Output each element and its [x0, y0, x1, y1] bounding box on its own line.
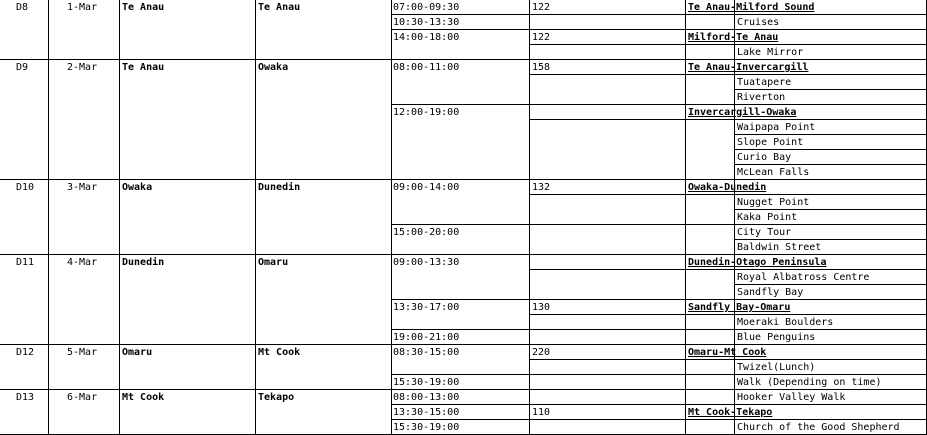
- time-slot: 09:00-14:00: [393, 182, 460, 193]
- stop-item: Nugget Point: [737, 197, 810, 208]
- stop-item: Tuatapere: [737, 77, 792, 88]
- line-divider: [685, 359, 734, 360]
- stop-item: Curio Bay: [737, 152, 792, 163]
- column-divider: [391, 0, 392, 434]
- stop-item: Blue Penguins: [737, 332, 816, 343]
- line-divider: [529, 119, 685, 120]
- line-divider: [685, 14, 734, 15]
- from-city: Mt Cook: [122, 392, 165, 403]
- to-city: Dunedin: [258, 182, 301, 193]
- line-divider: [685, 419, 734, 420]
- column-divider: [255, 0, 256, 434]
- stop-item: Lake Mirror: [737, 47, 804, 58]
- line-divider: [529, 269, 685, 270]
- time-slot: 08:00-11:00: [393, 62, 460, 73]
- stop-item: Twizel(Lunch): [737, 362, 816, 373]
- line-divider: [685, 224, 734, 225]
- day-label: D8: [16, 2, 29, 13]
- column-divider: [685, 0, 686, 434]
- date-label: 3-Mar: [67, 182, 98, 193]
- time-slot: 19:00-21:00: [393, 332, 460, 343]
- time-slot: 08:30-15:00: [393, 347, 460, 358]
- from-city: Dunedin: [122, 257, 165, 268]
- column-divider: [48, 0, 49, 434]
- date-label: 5-Mar: [67, 347, 98, 358]
- time-slot: 15:30-19:00: [393, 377, 460, 388]
- line-divider: [529, 359, 685, 360]
- line-divider: [685, 194, 734, 195]
- time-slot: 13:30-15:00: [393, 407, 460, 418]
- line-divider: [529, 44, 685, 45]
- stop-item: Walk (Depending on time): [737, 377, 882, 388]
- time-slot: 08:00-13:00: [393, 392, 460, 403]
- distance-km: 122: [532, 2, 551, 13]
- stop-item: Waipapa Point: [737, 122, 816, 133]
- route-title: Owaka-Dunedin: [688, 182, 767, 193]
- stop-item: Church of the Good Shepherd: [737, 422, 900, 433]
- from-city: Omaru: [122, 347, 153, 358]
- route-title: Milford-Te Anau: [688, 32, 779, 43]
- line-divider: [529, 194, 685, 195]
- line-divider: [529, 74, 685, 75]
- route-title: Invercargill-Owaka: [688, 107, 797, 118]
- line-divider: [529, 14, 685, 15]
- day-label: D9: [16, 62, 29, 73]
- line-divider: [529, 314, 685, 315]
- date-label: 4-Mar: [67, 257, 98, 268]
- time-slot: 15:00-20:00: [393, 227, 460, 238]
- column-divider: [119, 0, 120, 434]
- stop-item: Moeraki Boulders: [737, 317, 834, 328]
- stop-item: Baldwin Street: [737, 242, 822, 253]
- to-city: Tekapo: [258, 392, 295, 403]
- from-city: Te Anau: [122, 2, 165, 13]
- to-city: Mt Cook: [258, 347, 301, 358]
- stop-item: Hooker Valley Walk: [737, 392, 846, 403]
- date-label: 6-Mar: [67, 392, 98, 403]
- stop-item: Royal Albatross Centre: [737, 272, 870, 283]
- line-divider: [685, 44, 734, 45]
- from-city: Te Anau: [122, 62, 165, 73]
- line-divider: [529, 419, 685, 420]
- stop-item: Kaka Point: [737, 212, 798, 223]
- time-slot: 14:00-18:00: [393, 32, 460, 43]
- stop-item: Slope Point: [737, 137, 804, 148]
- line-divider: [685, 119, 734, 120]
- time-slot: 13:30-17:00: [393, 302, 460, 313]
- line-divider: [529, 104, 685, 105]
- line-divider: [685, 329, 734, 330]
- route-title: Te Anau-Milford Sound: [688, 2, 815, 13]
- stop-item: City Tour: [737, 227, 792, 238]
- route-title: Mt Cook-Tekapo: [688, 407, 773, 418]
- stop-item: McLean Falls: [737, 167, 810, 178]
- time-slot: 15:30-19:00: [393, 422, 460, 433]
- route-title: Sandfly Bay-Omaru: [688, 302, 791, 313]
- route-title: Omaru-Mt Cook: [688, 347, 767, 358]
- time-slot: 10:30-13:30: [393, 17, 460, 28]
- distance-km: 122: [532, 32, 551, 43]
- column-divider: [529, 0, 530, 434]
- from-city: Owaka: [122, 182, 153, 193]
- distance-km: 132: [532, 182, 551, 193]
- time-slot: 09:00-13:30: [393, 257, 460, 268]
- route-title: Te Anau-Invercargill: [688, 62, 809, 73]
- to-city: Omaru: [258, 257, 289, 268]
- line-divider: [685, 74, 734, 75]
- stop-item: Sandfly Bay: [737, 287, 804, 298]
- time-slot: 07:00-09:30: [393, 2, 460, 13]
- to-city: Owaka: [258, 62, 289, 73]
- distance-km: 158: [532, 62, 551, 73]
- to-city: Te Anau: [258, 2, 301, 13]
- distance-km: 110: [532, 407, 551, 418]
- line-divider: [685, 269, 734, 270]
- day-label: D10: [16, 182, 35, 193]
- day-label: D13: [16, 392, 35, 403]
- distance-km: 220: [532, 347, 551, 358]
- time-slot: 12:00-19:00: [393, 107, 460, 118]
- stop-item: Riverton: [737, 92, 786, 103]
- stop-item: Cruises: [737, 17, 780, 28]
- route-title: Dunedin-Otago Peninsula: [688, 257, 827, 268]
- distance-km: 130: [532, 302, 551, 313]
- line-divider: [685, 314, 734, 315]
- line-divider: [685, 374, 734, 375]
- day-label: D12: [16, 347, 35, 358]
- day-label: D11: [16, 257, 35, 268]
- date-label: 2-Mar: [67, 62, 98, 73]
- date-label: 1-Mar: [67, 2, 98, 13]
